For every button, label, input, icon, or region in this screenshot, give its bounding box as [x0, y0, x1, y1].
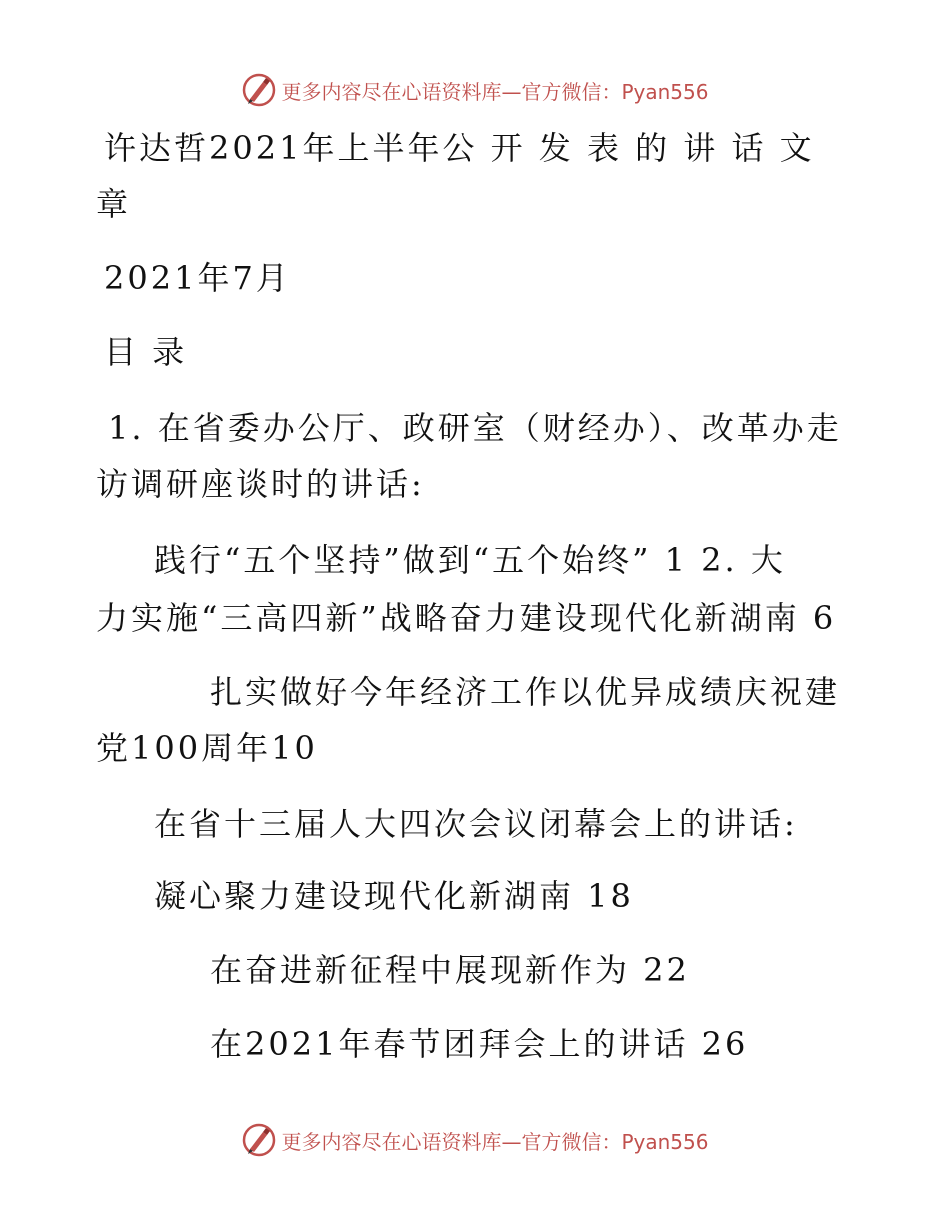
toc-line: 在2021年春节团拜会上的讲话 26 — [210, 1025, 749, 1063]
toc-line: 在省十三届人大四次会议闭幕会上的讲话: — [154, 805, 798, 843]
toc-line: 1. 在省委办公厅、政研室（财经办）、改革办走 — [108, 409, 842, 447]
watermark-banner-bottom — [0, 1120, 950, 1160]
toc-line: 在奋进新征程中展现新作为 22 — [210, 951, 690, 989]
toc-heading: 目 录 — [104, 333, 188, 371]
toc-line: 党100周年10 — [96, 729, 318, 767]
document-date: 2021年7月 — [104, 259, 291, 297]
watermark-text: 更多内容尽在心语资料库—官方微信：Pyan556 — [281, 79, 709, 104]
pen-logo-icon — [241, 1122, 277, 1158]
toc-line: 践行“五个坚持”做到“五个始终” 1 2. 大 — [154, 541, 786, 579]
toc-line: 力实施“三高四新”战略奋力建设现代化新湖南 6 — [96, 599, 837, 637]
pen-logo-icon — [241, 72, 277, 108]
title-line-2: 章 — [96, 185, 132, 223]
toc-line: 访调研座谈时的讲话: — [96, 465, 425, 503]
watermark-text: 更多内容尽在心语资料库—官方微信：Pyan556 — [281, 1129, 709, 1154]
toc-line: 凝心聚力建设现代化新湖南 18 — [154, 877, 634, 915]
watermark-banner-top — [0, 70, 950, 110]
title-line-1: 许达哲2021年上半年公 开 发 表 的 讲 话 文 — [104, 129, 815, 167]
toc-line: 扎实做好今年经济工作以优异成绩庆祝建 — [210, 673, 841, 711]
